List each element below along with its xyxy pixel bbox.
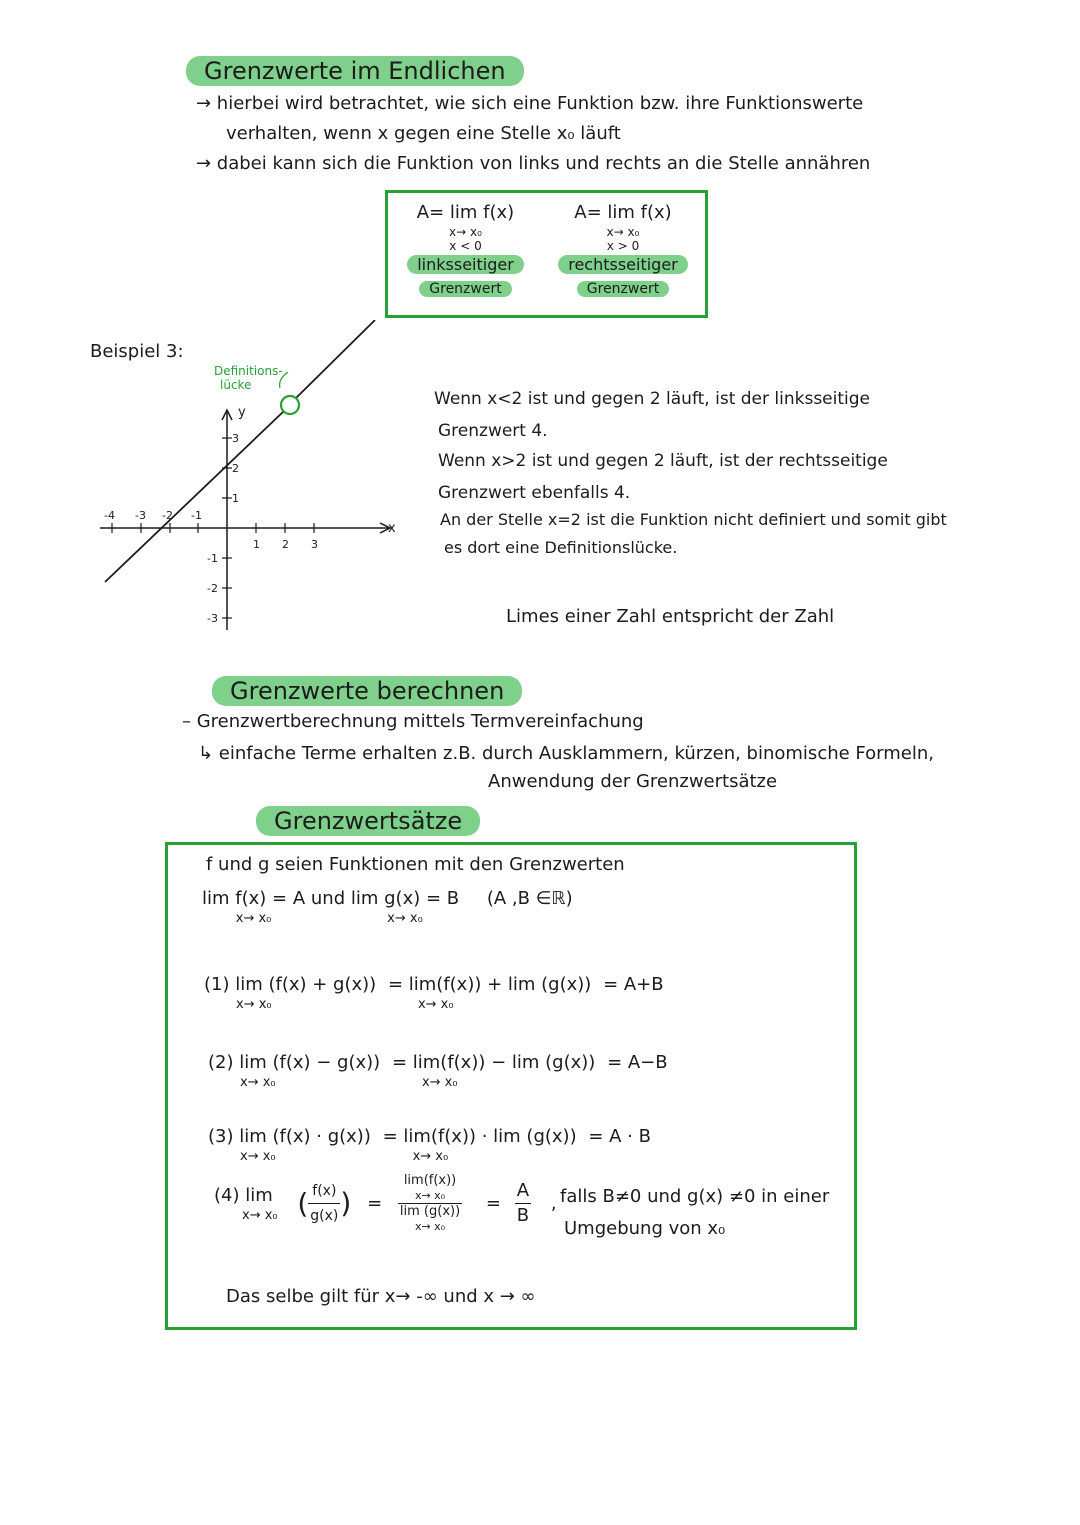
function-graph (100, 320, 400, 640)
bullet-line: → dabei kann sich die Funktion von links und rechts an die Stelle annähren (196, 153, 871, 174)
rule-1-mid: = lim(f(x)) + lim (g(x)) (387, 974, 592, 995)
rule-3-mid-sub: x→ x₀ (412, 1149, 449, 1164)
example-text-line: es dort eine Definitionslücke. (444, 538, 678, 557)
rule-1-mid-sub: x→ x₀ (417, 997, 454, 1012)
y-tick-label: -1 (207, 552, 218, 565)
rule-2-rhs: = A−B (607, 1052, 668, 1073)
right-limit-tag1: rechtsseitiger (558, 255, 688, 274)
bullet-line: → hierbei wird betrachtet, wie sich eine Funktion bzw. ihre Funktionswerte (196, 93, 864, 114)
y-tick-label: 1 (232, 492, 239, 505)
x-tick-label: 3 (311, 538, 318, 551)
rule-4-frac-num: f(x) (308, 1179, 340, 1204)
intro-limit-f-sub: x→ x₀ (235, 911, 272, 926)
method-line: Anwendung der Grenzwertsätze (488, 771, 778, 792)
rule-1-lhs-sub: x→ x₀ (236, 997, 272, 1012)
y-tick-label: -2 (207, 582, 218, 595)
y-tick-label: -3 (207, 612, 218, 625)
rule-4-res-num: A (515, 1179, 531, 1204)
rule-2-lhs: (2) lim (f(x) − g(x)) (208, 1052, 381, 1073)
rule-2-lhs-sub: x→ x₀ (240, 1075, 276, 1090)
definition-gap-label-line1: Definitions- (214, 364, 283, 378)
y-tick-label: 2 (232, 462, 239, 475)
right-limit-sub1: x→ x₀ (606, 225, 640, 239)
left-limit-tag2: Grenzwert (419, 281, 511, 297)
rule-4-equals: = (367, 1192, 383, 1214)
rule-4 (214, 1173, 557, 1234)
example-text-line: Grenzwert ebenfalls 4. (438, 483, 631, 503)
definition-gap-circle-icon (281, 396, 299, 414)
limes-note: Limes einer Zahl entspricht der Zahl (506, 606, 835, 627)
one-sided-limit-box (385, 190, 708, 318)
rule-1-lhs: (1) lim (f(x) + g(x)) (204, 974, 377, 995)
rule-4-fraction (308, 1179, 340, 1228)
gap-pointer-icon (280, 372, 288, 388)
right-limit-tag2: Grenzwert (577, 281, 669, 297)
rule-3 (208, 1125, 651, 1164)
intro-limit-g: lim g(x) = B (350, 888, 460, 909)
rule-4-res-den: B (516, 1205, 530, 1226)
x-tick-label: -1 (191, 509, 202, 522)
example-text-line: Grenzwert 4. (438, 421, 548, 441)
rule-2 (208, 1051, 668, 1090)
function-line-continuation (296, 320, 375, 398)
rule-3-mid: = lim(f(x)) · lim (g(x)) (382, 1126, 577, 1147)
rule-4-condition-line2: Umgebung von x₀ (564, 1218, 726, 1239)
definition-gap-label-line2: lücke (220, 378, 252, 392)
theorems-intro: f und g seien Funktionen mit den Grenzwerten (206, 854, 625, 875)
rule-4-mid-num: lim(f(x)) (403, 1173, 457, 1188)
example-text-line: Wenn x>2 ist und gegen 2 läuft, ist der rechtsseitige (438, 451, 888, 471)
right-limit-sub2: x > 0 (606, 239, 640, 253)
rule-4-lhs-sub: x→ x₀ (242, 1208, 278, 1223)
x-tick-label: 2 (282, 538, 289, 551)
example-text-line: Wenn x<2 ist und gegen 2 läuft, ist der linksseitige (434, 389, 871, 409)
rule-4-paren-close: ) (340, 1186, 352, 1220)
intro-limit-g-sub: x→ x₀ (387, 911, 423, 926)
bullet-line: verhalten, wenn x gegen eine Stelle x₀ läuft (226, 123, 621, 144)
left-limit-tag1: linksseitiger (407, 255, 524, 274)
rule-3-lhs-sub: x→ x₀ (240, 1149, 276, 1164)
example-label: Beispiel 3: (90, 341, 184, 362)
left-limit-sub1: x→ x₀ (449, 225, 482, 239)
rule-2-mid-sub: x→ x₀ (421, 1075, 458, 1090)
right-limit-formula: A= lim f(x) (574, 202, 672, 223)
section-title-grenzwertsaetze: Grenzwertsätze (256, 806, 480, 836)
intro-set: (A ,B ∈ℝ) (486, 888, 573, 909)
rule-4-mid-den-sub: x→ x₀ (414, 1220, 446, 1233)
rule-1 (204, 973, 664, 1012)
example-text-line: An der Stelle x=2 ist die Funktion nicht definiert und somit gibt (440, 510, 947, 529)
left-limit (398, 201, 533, 299)
section-title-grenzwerte-berechnen: Grenzwerte berechnen (212, 676, 522, 706)
x-tick-label: -3 (135, 509, 146, 522)
limit-theorems-box (165, 842, 857, 1330)
method-line: – Grenzwertberechnung mittels Termvereinfachung (182, 711, 644, 732)
section-title-grenzwerte-im-endlichen: Grenzwerte im Endlichen (186, 56, 524, 86)
rule-4-mid-num-sub: x→ x₀ (414, 1189, 446, 1202)
function-line (105, 411, 284, 582)
rule-4-result (515, 1179, 531, 1228)
rule-4-lhs: (4) lim (214, 1185, 273, 1206)
rule-3-rhs: = A · B (588, 1126, 651, 1147)
right-limit (548, 201, 698, 299)
x-tick-label: 1 (253, 538, 260, 551)
rule-4-condition-line1: falls B≠0 und g(x) ≠0 in einer (560, 1186, 830, 1207)
rule-4-equals-2: = (485, 1192, 501, 1214)
intro-and: und (310, 888, 346, 909)
left-limit-formula: A= lim f(x) (416, 202, 515, 223)
y-axis-label: y (238, 405, 246, 420)
rule-4-comma: , (550, 1192, 557, 1214)
rule-4-frac-den: g(x) (310, 1208, 339, 1224)
x-tick-label: -2 (162, 509, 173, 522)
rule-1-rhs: = A+B (603, 974, 664, 995)
theorems-footer: Das selbe gilt für x→ -∞ und x → ∞ (226, 1286, 536, 1307)
theorems-intro-limits (202, 887, 573, 926)
intro-limit-f: lim f(x) = A (202, 888, 306, 909)
x-tick-label: -4 (104, 509, 115, 522)
rule-4-mid-fraction (398, 1173, 462, 1234)
rule-2-mid: = lim(f(x)) − lim (g(x)) (391, 1052, 596, 1073)
rule-4-mid-den: lim (g(x)) (399, 1204, 461, 1219)
x-axis-label: x (388, 521, 396, 536)
rule-3-lhs: (3) lim (f(x) · g(x)) (208, 1126, 371, 1147)
method-line: ↳ einfache Terme erhalten z.B. durch Ausklammern, kürzen, binomische Formeln, (198, 743, 934, 764)
y-tick-label: 3 (232, 432, 239, 445)
left-limit-sub2: x < 0 (449, 239, 482, 253)
rule-4-paren-open: ( (297, 1186, 309, 1220)
